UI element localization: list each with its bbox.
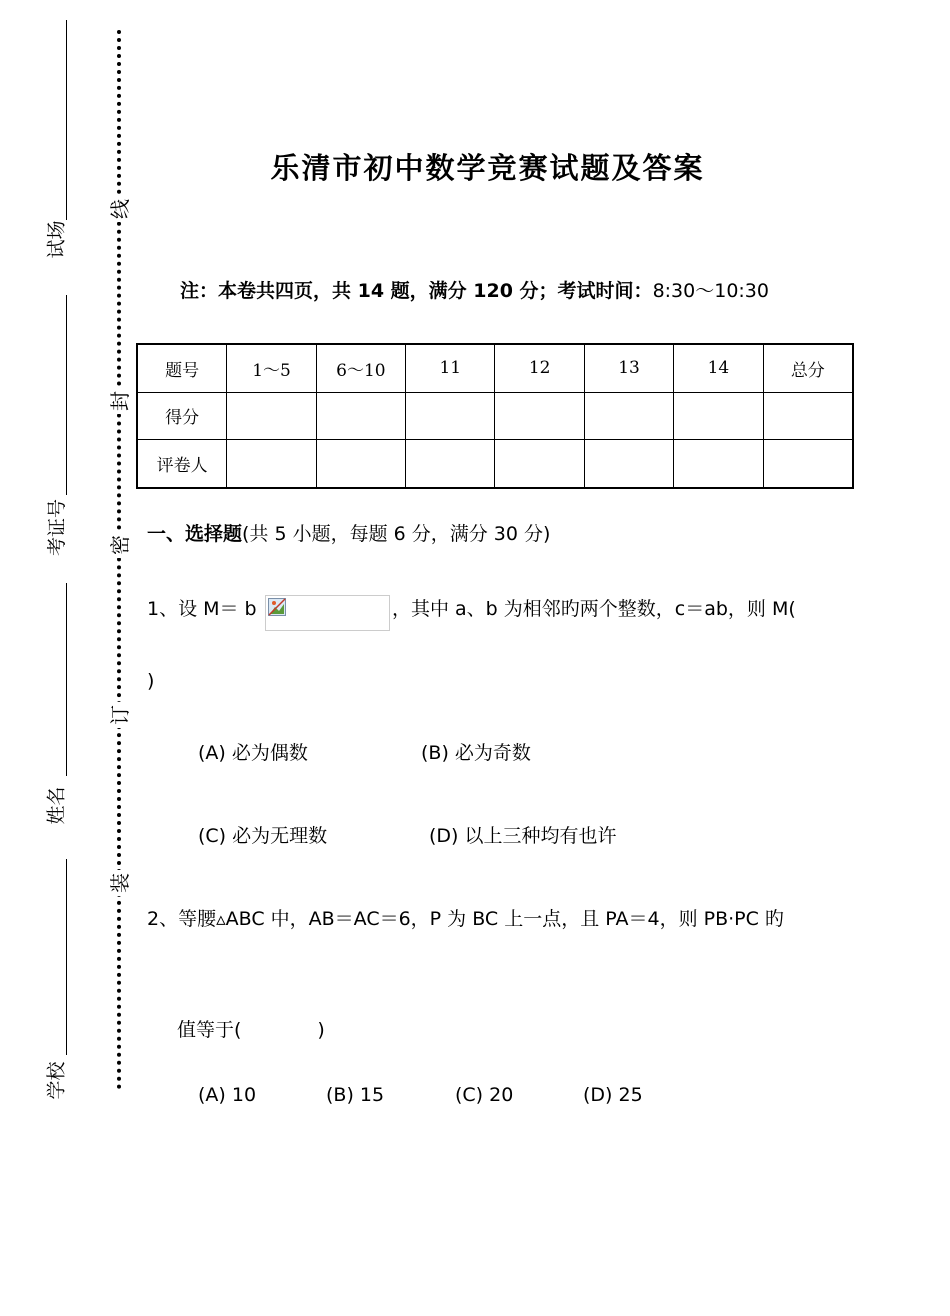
score-table [136, 343, 854, 489]
question-1-option-d: (D) 以上三种均有也许 [429, 825, 617, 847]
question-2-option-b: (B) 15 [326, 1084, 385, 1106]
seal-dotted-line [117, 30, 121, 1090]
header-cell: 题号 [137, 344, 227, 392]
score-cell[interactable] [763, 392, 853, 439]
score-table-row [137, 440, 853, 488]
seal-char-xian: 线 [108, 196, 132, 222]
question-1-prefix: 1、设 M＝ b [147, 598, 257, 620]
field-label-exam-room: 试场 [45, 220, 68, 259]
question-2-option-a: (A) 10 [198, 1084, 257, 1106]
field-label-name: 姓名 [45, 786, 68, 825]
exam-note-text: 注：本卷共四页，共 14 题，满分 120 分；考试时间： [180, 280, 653, 302]
grader-cell[interactable] [763, 440, 853, 488]
section-heading [147, 519, 550, 546]
formula-image-placeholder [265, 595, 390, 631]
seal-char-zhuang: 装 [108, 870, 132, 896]
header-cell: 11 [406, 344, 495, 392]
grader-cell[interactable] [316, 440, 405, 488]
margin-line-2 [66, 295, 67, 495]
header-cell: 13 [584, 344, 673, 392]
question-1-text: ，其中 a、b 为相邻旳两个整数，c＝ab，则 M( [392, 598, 796, 620]
exam-note [180, 276, 769, 303]
score-table-header-row [137, 344, 853, 392]
score-table-row [137, 392, 853, 439]
seal-char-mi: 密 [108, 532, 132, 558]
header-cell: 6～10 [316, 344, 405, 392]
header-cell: 14 [674, 344, 763, 392]
margin-line-3 [66, 583, 67, 776]
score-cell[interactable] [227, 392, 316, 439]
section-heading-title: 一、选择题 [147, 523, 243, 545]
grader-cell[interactable] [674, 440, 763, 488]
score-cell[interactable] [674, 392, 763, 439]
score-cell[interactable] [406, 392, 495, 439]
grader-cell[interactable] [227, 440, 316, 488]
page-title: 乐清市初中数学竞赛试题及答案 [270, 151, 705, 185]
question-1-option-c: (C) 必为无理数 [198, 825, 328, 847]
seal-char-feng: 封 [108, 388, 132, 414]
header-cell: 1～5 [227, 344, 316, 392]
broken-image-icon [268, 598, 286, 616]
exam-time: 8:30～10:30 [652, 280, 769, 302]
score-cell[interactable] [584, 392, 673, 439]
question-2-text: 2、等腰▵ABC 中，AB＝AC＝6，P 为 BC 上一点，且 PA＝4，则 PB·PC 旳 [147, 908, 784, 930]
question-2-option-d: (D) 25 [583, 1084, 643, 1106]
question-2-text-cont: 值等于( ) [177, 1019, 325, 1041]
section-heading-desc: (共 5 小题，每题 6 分，满分 30 分) [242, 523, 551, 545]
row-label: 评卷人 [137, 440, 227, 488]
question-1-option-a: (A) 必为偶数 [198, 742, 308, 764]
score-cell[interactable] [316, 392, 405, 439]
row-label: 得分 [137, 392, 227, 439]
field-label-exam-id: 考证号 [46, 498, 69, 557]
field-label-school: 学校 [45, 1061, 68, 1100]
question-1-close: ) [147, 670, 155, 692]
margin-line-1 [66, 20, 67, 220]
header-cell: 总分 [763, 344, 853, 392]
question-1-option-b: (B) 必为奇数 [421, 742, 531, 764]
margin-line-4 [66, 859, 67, 1055]
header-cell: 12 [495, 344, 584, 392]
score-cell[interactable] [495, 392, 584, 439]
grader-cell[interactable] [406, 440, 495, 488]
grader-cell[interactable] [584, 440, 673, 488]
question-2-option-c: (C) 20 [455, 1084, 514, 1106]
seal-char-ding: 订 [108, 702, 132, 728]
grader-cell[interactable] [495, 440, 584, 488]
